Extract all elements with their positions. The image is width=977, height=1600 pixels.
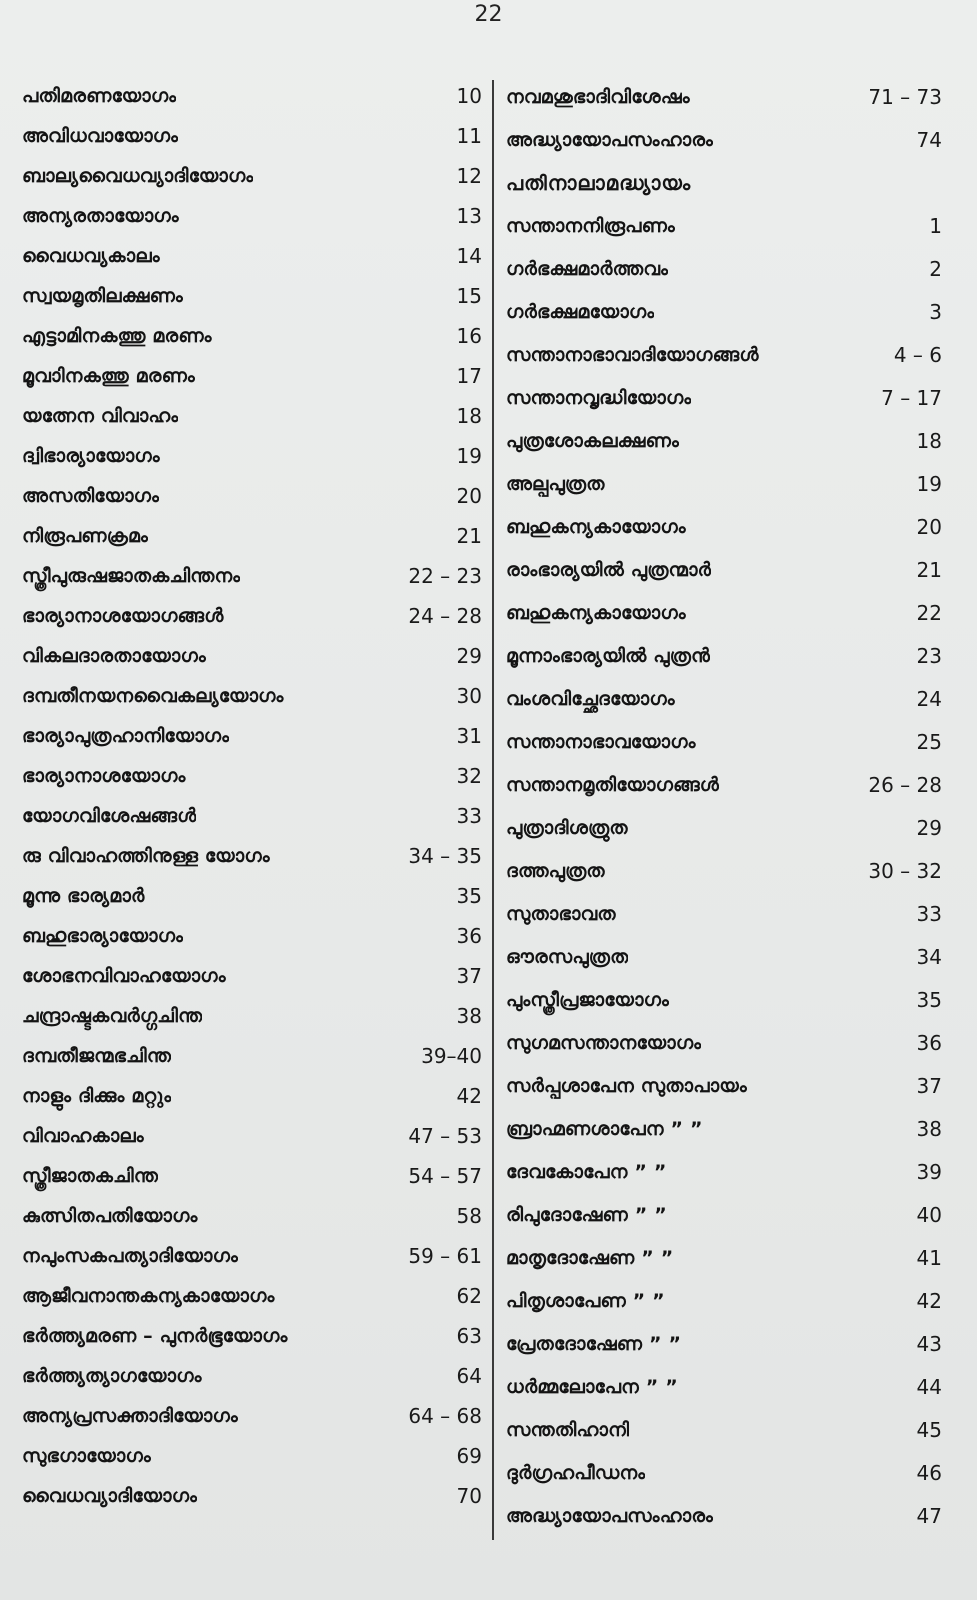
entry-title: ശോഭനവിവാഹയോഗം (22, 965, 226, 987)
entry-title: ഗർഭക്ഷമാർത്തവം (506, 258, 669, 280)
index-entry (506, 1495, 950, 1538)
entry-title: പിതൃശാപേണ ” ” (506, 1290, 665, 1312)
entry-page-ref: 37 (456, 964, 482, 988)
entry-page-ref: 32 (456, 764, 482, 788)
entry-page-ref: 59 – 61 (408, 1244, 482, 1268)
entry-page-ref: 35 (916, 988, 942, 1012)
index-entry (506, 377, 950, 420)
entry-title: സന്താനാഭാവാദിയോഗങ്ങൾ (506, 344, 759, 366)
entry-page-ref: 39–40 (421, 1044, 482, 1068)
entry-title: സർപ്പശാപേന സുതാപായം (506, 1075, 747, 1097)
entry-title: രാംഭാര്യയിൽ പുത്രന്മാർ (506, 559, 712, 581)
entry-title: ദമ്പതീജന്മഭചിന്ത (22, 1045, 172, 1067)
entry-page-ref: 42 (916, 1289, 942, 1313)
index-entry (22, 1396, 490, 1436)
entry-title: പതിനാലാമദ്ധ്യായം (506, 171, 692, 195)
entry-page-ref: 4 – 6 (893, 343, 942, 367)
entry-page-ref: 70 (456, 1484, 482, 1508)
entry-title: ബഹുകന്യകായോഗം (506, 516, 686, 538)
entry-page-ref: 19 (456, 444, 482, 468)
entry-page-ref: 39 (916, 1160, 942, 1184)
index-entry (506, 850, 950, 893)
entry-page-ref: 41 (916, 1246, 942, 1270)
entry-title: അദ്ധ്യായോപസംഹാരം (506, 1505, 714, 1527)
index-entry (506, 1065, 950, 1108)
entry-title: ദമ്പതീനയനവൈകല്യയോഗം (22, 685, 284, 707)
index-entry (506, 936, 950, 979)
entry-title: അല്പപുത്രത (506, 473, 605, 495)
entry-title: മാതൃദോഷേണ ” ” (506, 1247, 674, 1269)
entry-title: അവിധവായോഗം (22, 125, 179, 147)
index-entry (22, 796, 490, 836)
entry-title: വിവാഹകാലം (22, 1125, 144, 1147)
index-entry (22, 396, 490, 436)
index-entry (506, 979, 950, 1022)
index-entry (506, 1194, 950, 1237)
entry-title: എട്ടാമിനകത്തു മരണം (22, 325, 212, 347)
entry-title: അസതിയോഗം (22, 485, 160, 507)
entry-page-ref: 3 (929, 300, 942, 324)
entry-page-ref: 7 – 17 (881, 386, 942, 410)
index-entry (22, 1476, 490, 1516)
entry-page-ref: 2 (929, 257, 942, 281)
entry-page-ref: 18 (456, 404, 482, 428)
entry-title: സുഗമസന്താനയോഗം (506, 1032, 702, 1054)
entry-page-ref: 19 (916, 472, 942, 496)
entry-title: മൂന്നു ഭാര്യമാർ (22, 885, 145, 907)
index-entry (22, 676, 490, 716)
entry-title: ധർമ്മലോപേന ” ” (506, 1376, 678, 1398)
index-entry (22, 356, 490, 396)
index-entry (22, 276, 490, 316)
index-entry (506, 291, 950, 334)
entry-page-ref: 14 (456, 244, 482, 268)
entry-page-ref: 30 – 32 (868, 859, 942, 883)
entry-title: ദേവകോപേന ” ” (506, 1161, 667, 1183)
entry-title: ദുർഗ്രഹപീഡനം (506, 1462, 646, 1484)
entry-page-ref: 23 (916, 644, 942, 668)
entry-title: ഭാര്യാപുത്രഹാനിയോഗം (22, 725, 230, 747)
entry-page-ref: 47 – 53 (408, 1124, 482, 1148)
entry-page-ref: 26 – 28 (868, 773, 942, 797)
index-entry (22, 916, 490, 956)
entry-page-ref: 21 (916, 558, 942, 582)
index-entry (22, 716, 490, 756)
entry-title: സന്തതിഹാനി (506, 1419, 630, 1441)
entry-page-ref: 21 (456, 524, 482, 548)
entry-title: സ്ത്രീജാതകചിന്ത (22, 1165, 159, 1187)
entry-page-ref: 34 – 35 (408, 844, 482, 868)
entry-page-ref: 22 – 23 (408, 564, 482, 588)
index-entry (22, 596, 490, 636)
index-entry (506, 463, 950, 506)
entry-title: യോഗവിശേഷങ്ങൾ (22, 805, 197, 827)
entry-page-ref: 74 (916, 128, 942, 152)
index-entry (506, 119, 950, 162)
entry-title: പുത്രാദിശത്രുത (506, 817, 628, 839)
entry-page-ref: 47 (916, 1504, 942, 1528)
index-entry (22, 836, 490, 876)
index-entry (506, 1237, 950, 1280)
entry-title: വൈധവ്യകാലം (22, 245, 160, 267)
entry-title: ഭാര്യാനാശയോഗം (22, 765, 186, 787)
entry-page-ref: 33 (916, 902, 942, 926)
entry-page-ref: 38 (916, 1117, 942, 1141)
index-entry (506, 592, 950, 635)
entry-page-ref: 24 (916, 687, 942, 711)
entry-title: പ്രേതദോഷേണ ” ” (506, 1333, 682, 1355)
entry-page-ref: 46 (916, 1461, 942, 1485)
index-entry (22, 436, 490, 476)
entry-page-ref: 37 (916, 1074, 942, 1098)
entry-title: പുത്രശോകലക്ഷണം (506, 430, 679, 452)
index-entry (22, 116, 490, 156)
index-entry (506, 248, 950, 291)
entry-page-ref: 54 – 57 (408, 1164, 482, 1188)
entry-page-ref: 22 (916, 601, 942, 625)
index-entry (22, 476, 490, 516)
index-entry (506, 1452, 950, 1495)
index-entry (506, 764, 950, 807)
entry-title: ബാല്യവൈധവ്യാദിയോഗം (22, 165, 254, 187)
index-entry (22, 956, 490, 996)
entry-title: മൂവാിനകത്തു മരണം (22, 365, 195, 387)
entry-title: ദ്വിഭാര്യായോഗം (22, 445, 160, 467)
entry-title: ഗർഭക്ഷമയോഗം (506, 301, 655, 323)
index-entry (22, 876, 490, 916)
entry-title: സന്താനനിരൂപണം (506, 215, 675, 237)
entry-title: ചന്ദ്രാഷ്ടകവർഗ്ഗചിന്ത (22, 1005, 203, 1027)
entry-title: അദ്ധ്യായോപസംഹാരം (506, 129, 714, 151)
entry-page-ref: 33 (456, 804, 482, 828)
entry-page-ref: 64 (456, 1364, 482, 1388)
entry-title: സന്താനവൃദ്ധിയോഗം (506, 387, 692, 409)
entry-title: അന്യരതായോഗം (22, 205, 179, 227)
entry-title: ഭർത്ത്യത്യാഗയോഗം (22, 1365, 202, 1387)
entry-page-ref: 30 (456, 684, 482, 708)
index-entry (506, 506, 950, 549)
index-entry (22, 1356, 490, 1396)
entry-page-ref: 25 (916, 730, 942, 754)
entry-title: സ്വയമൃതിലക്ഷണം (22, 285, 183, 307)
index-entry (22, 156, 490, 196)
entry-page-ref: 40 (916, 1203, 942, 1227)
entry-page-ref: 34 (916, 945, 942, 969)
entry-title: സ്ത്രീപുരുഷജാതകചിന്തനം (22, 565, 241, 587)
index-right-column (506, 76, 950, 1538)
entry-page-ref: 20 (456, 484, 482, 508)
entry-page-ref: 44 (916, 1375, 942, 1399)
entry-page-ref: 58 (456, 1204, 482, 1228)
entry-page-ref: 62 (456, 1284, 482, 1308)
entry-title: സന്താനാഭാവയോഗം (506, 731, 696, 753)
entry-page-ref: 29 (456, 644, 482, 668)
index-entry (506, 334, 950, 377)
entry-title: സുതാഭാവത (506, 903, 616, 925)
index-entry (22, 1436, 490, 1476)
entry-page-ref: 20 (916, 515, 942, 539)
entry-title: ഭാര്യാനാശയോഗങ്ങൾ (22, 605, 224, 627)
index-entry (22, 236, 490, 276)
page-number: 22 (474, 2, 503, 27)
index-entry (506, 1151, 950, 1194)
index-entry (22, 1316, 490, 1356)
entry-title: ബ്രാഹ്മണശാപേന ” ” (506, 1118, 703, 1140)
index-entry (506, 420, 950, 463)
entry-page-ref: 16 (456, 324, 482, 348)
index-entry (506, 721, 950, 764)
index-entry (506, 1323, 950, 1366)
entry-page-ref: 24 – 28 (408, 604, 482, 628)
index-entry (22, 1196, 490, 1236)
entry-title: മൂന്നാംഭാര്യയിൽ പുത്രൻ (506, 645, 711, 667)
entry-title: വികലദാരതായോഗം (22, 645, 206, 667)
entry-page-ref: 35 (456, 884, 482, 908)
index-entry (22, 1276, 490, 1316)
entry-title: പുംസ്ത്രീപ്രജായോഗം (506, 989, 670, 1011)
entry-page-ref: 29 (916, 816, 942, 840)
entry-title: ഔരസപുത്രത (506, 946, 629, 968)
entry-page-ref: 42 (456, 1084, 482, 1108)
entry-title: സന്താനമൃതിയോഗങ്ങൾ (506, 774, 720, 796)
index-entry (506, 678, 950, 721)
index-entry (22, 196, 490, 236)
entry-page-ref: 63 (456, 1324, 482, 1348)
index-entry (506, 1108, 950, 1151)
entry-title: കുത്സിതപതിയോഗം (22, 1205, 198, 1227)
index-entry (22, 556, 490, 596)
entry-title: അന്യപ്രസക്താദിയോഗം (22, 1405, 238, 1427)
column-divider (492, 80, 494, 1540)
index-left-column (22, 76, 490, 1516)
entry-page-ref: 10 (456, 84, 482, 108)
index-entry (506, 635, 950, 678)
index-entry (506, 205, 950, 248)
entry-page-ref: 31 (456, 724, 482, 748)
entry-page-ref: 12 (456, 164, 482, 188)
index-entry (22, 756, 490, 796)
index-entry (22, 316, 490, 356)
entry-page-ref: 13 (456, 204, 482, 228)
entry-page-ref: 36 (456, 924, 482, 948)
entry-title: രിപുദോഷേണ ” ” (506, 1204, 667, 1226)
entry-page-ref: 18 (916, 429, 942, 453)
entry-page-ref: 45 (916, 1418, 942, 1442)
index-entry (506, 1366, 950, 1409)
entry-title: വൈധവ്യാദിയോഗം (22, 1485, 198, 1507)
entry-title: യത്നേന വിവാഹം (22, 405, 179, 427)
entry-title: നവമശുഭാദിവിശേഷം (506, 86, 690, 108)
entry-page-ref: 38 (456, 1004, 482, 1028)
index-entry (22, 1116, 490, 1156)
index-entry (506, 549, 950, 592)
index-entry (22, 1156, 490, 1196)
index-entry (22, 1236, 490, 1276)
entry-title: ബഹുകന്യകായോഗം (506, 602, 686, 624)
entry-title: നാളും ദിക്കും മറ്റും (22, 1085, 172, 1107)
entry-page-ref: 43 (916, 1332, 942, 1356)
index-entry (506, 893, 950, 936)
index-entry (22, 1076, 490, 1116)
entry-page-ref: 36 (916, 1031, 942, 1055)
entry-page-ref: 17 (456, 364, 482, 388)
index-entry (22, 1036, 490, 1076)
entry-title: ദത്തപുത്രത (506, 860, 605, 882)
entry-title: നിരൂപണക്രമം (22, 525, 149, 547)
entry-page-ref: 1 (929, 214, 942, 238)
entry-title: വംശവിച്ഛേദയോഗം (506, 688, 675, 710)
index-entry (22, 76, 490, 116)
entry-page-ref: 11 (456, 124, 482, 148)
entry-title: പതിമരണയോഗം (22, 85, 177, 107)
chapter-heading (506, 162, 950, 205)
index-entry (506, 807, 950, 850)
entry-title: ബഹുഭാര്യായോഗം (22, 925, 184, 947)
entry-title: നപുംസകപത്യാദിയോഗം (22, 1245, 239, 1267)
entry-page-ref: 64 – 68 (408, 1404, 482, 1428)
entry-title: രു വിവാഹത്തിനുള്ള യോഗം (22, 845, 270, 867)
entry-title: സുഭഗായോഗം (22, 1445, 151, 1467)
index-entry (22, 996, 490, 1036)
entry-page-ref: 71 – 73 (868, 85, 942, 109)
entry-title: ഭർത്ത്യമരണ – പുനർഭൂയോഗം (22, 1325, 288, 1347)
index-entry (506, 1280, 950, 1323)
index-entry (22, 636, 490, 676)
index-entry (506, 1409, 950, 1452)
entry-page-ref: 69 (456, 1444, 482, 1468)
entry-title: ആജീവനാന്തകന്യകായോഗം (22, 1285, 275, 1307)
index-entry (22, 516, 490, 556)
entry-page-ref: 15 (456, 284, 482, 308)
index-entry (506, 1022, 950, 1065)
index-entry (506, 76, 950, 119)
